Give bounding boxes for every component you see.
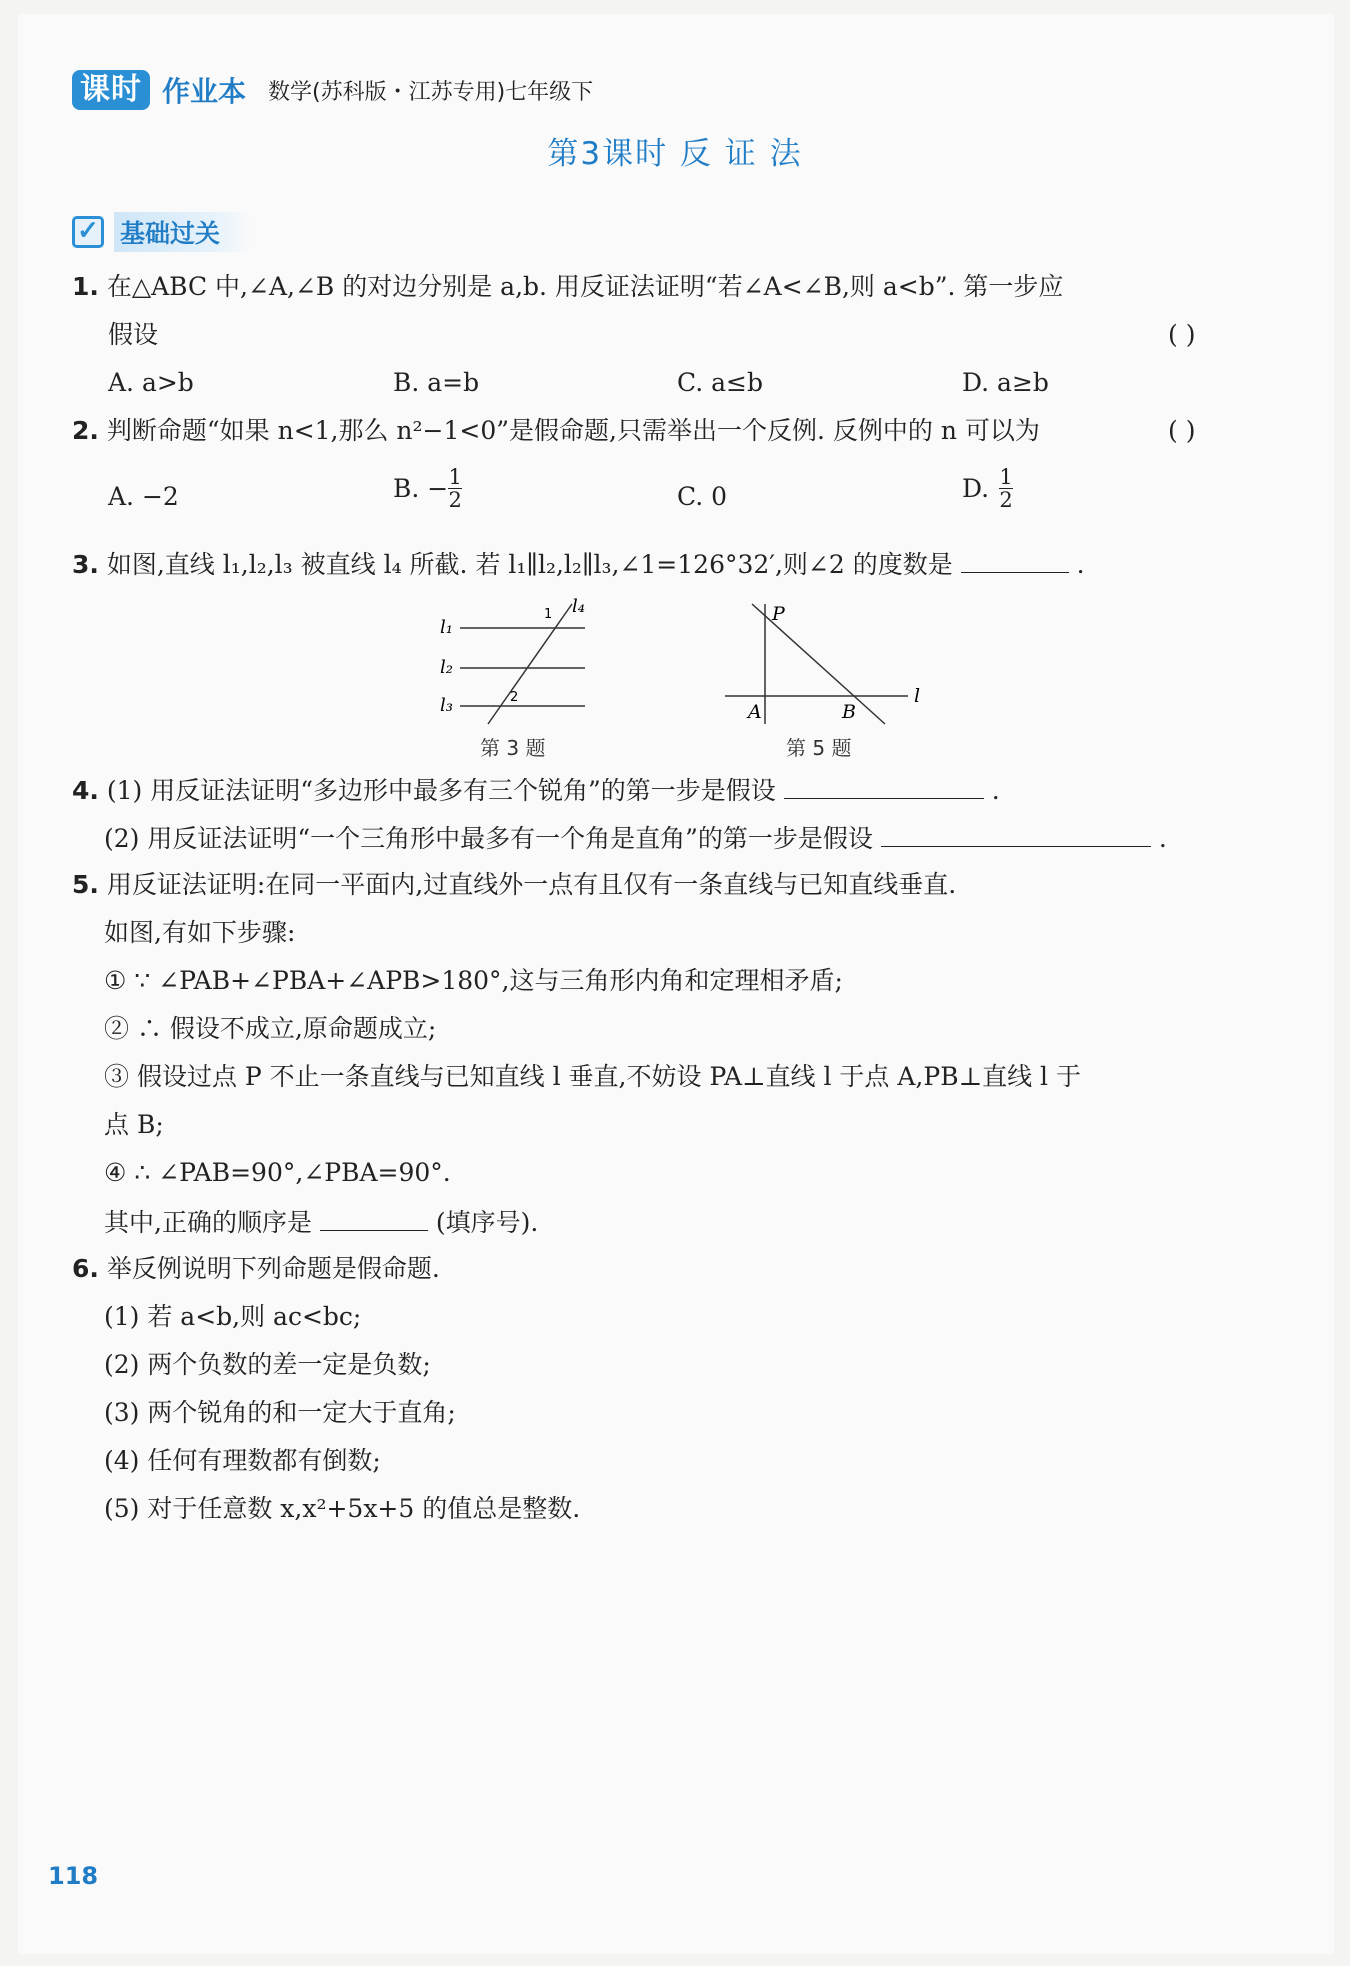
figure-5-caption: 第 5 题 — [786, 736, 852, 760]
q2-option-d-prefix: D. — [962, 473, 990, 503]
checkbox-icon: ✓ — [72, 216, 104, 248]
label-l3: l₃ — [440, 695, 453, 716]
q2-option-b-prefix: B. − — [393, 473, 449, 503]
q2-option-b — [393, 466, 462, 511]
book-header — [72, 70, 593, 110]
q6-intro: 举反例说明下列命题是假命题. — [106, 1254, 440, 1283]
figure-5-diagram — [720, 596, 930, 726]
q1-number: 1. — [72, 272, 99, 301]
q2-option-b-fraction — [448, 466, 462, 511]
q5-text: 用反证法证明:在同一平面内,过直线外一点有且仅有一条直线与已知直线垂直. — [106, 870, 957, 899]
q4-part2-blank[interactable] — [881, 820, 1151, 847]
q5-line1 — [72, 868, 956, 902]
q1-answer-paren[interactable]: ( ) — [1168, 320, 1196, 349]
label-b: B — [842, 701, 856, 723]
fraction-denominator: 2 — [448, 488, 462, 512]
q4-part1-end: . — [991, 776, 1000, 805]
label-l1: l₁ — [440, 617, 453, 638]
angle-2-label: 2 — [510, 690, 519, 705]
q4-part1-text: (1) 用反证法证明“多边形中最多有三个锐角”的第一步是假设 — [106, 776, 776, 805]
q5-line2: 如图,有如下步骤: — [104, 918, 296, 947]
q3-answer-blank[interactable] — [961, 546, 1069, 573]
q2-line — [72, 414, 1040, 448]
q6-line — [72, 1252, 440, 1286]
figure-3-caption: 第 3 题 — [480, 736, 546, 760]
q1-option-d: D. a≥b — [962, 368, 1049, 397]
q5-answer-prefix: 其中,正确的顺序是 — [104, 1208, 312, 1237]
fraction-numerator: 1 — [999, 465, 1013, 489]
label-l2: l₂ — [440, 657, 453, 678]
q5-number: 5. — [72, 870, 99, 899]
q4-part2-text: (2) 用反证法证明“一个三角形中最多有一个角是直角”的第一步是假设 — [104, 824, 873, 853]
q2-option-d — [962, 466, 1013, 511]
q6-number: 6. — [72, 1254, 99, 1283]
q1-line2: 假设 — [108, 320, 159, 349]
label-l: l — [914, 685, 921, 707]
q6-item: (1) 若 a<b,则 ac<bc; — [104, 1302, 362, 1331]
label-a: A — [748, 701, 762, 723]
q4-part1-line — [72, 772, 1000, 808]
q6-item: (5) 对于任意数 x,x²+5x+5 的值总是整数. — [104, 1494, 581, 1523]
q2-option-a: A. −2 — [108, 482, 179, 511]
q6-item: (2) 两个负数的差一定是负数; — [104, 1350, 431, 1379]
q1-text: 在△ABC 中,∠A,∠B 的对边分别是 a,b. 用反证法证明“若∠A<∠B,则 a<b”. 第一步应 — [106, 272, 1064, 301]
q2-option-c: C. 0 — [677, 482, 728, 511]
q5-step3: ③ 假设过点 P 不止一条直线与已知直线 l 垂直,不妨设 PA⊥直线 l 于点 A,PB⊥直线 l 于 — [104, 1062, 1081, 1091]
figure-3-diagram — [430, 596, 600, 726]
q5-step4: ④ ∴ ∠PAB=90°,∠PBA=90°. — [104, 1158, 451, 1187]
lesson-title: 第3课时 反 证 法 — [547, 136, 803, 172]
q2-answer-paren[interactable]: ( ) — [1168, 416, 1196, 445]
q4-number: 4. — [72, 776, 99, 805]
q3-number: 3. — [72, 550, 99, 579]
q4-part1-blank[interactable] — [784, 772, 984, 799]
angle-1-label: 1 — [544, 607, 553, 622]
q5-answer-blank[interactable] — [320, 1204, 428, 1231]
section-header — [72, 213, 254, 251]
brand-text: 作业本 — [162, 75, 247, 108]
q6-item: (4) 任何有理数都有倒数; — [104, 1446, 381, 1475]
fraction-denominator: 2 — [999, 488, 1013, 512]
q5-answer-suffix: (填序号). — [435, 1208, 539, 1237]
section-label: 基础过关 — [114, 212, 254, 252]
q5-step1: ① ∵ ∠PAB+∠PBA+∠APB>180°,这与三角形内角和定理相矛盾; — [104, 966, 843, 995]
brand-badge: 课时 — [72, 70, 150, 110]
q5-step3-cont: 点 B; — [104, 1110, 164, 1139]
q1-line1 — [72, 270, 1063, 304]
q2-text: 判断命题“如果 n<1,那么 n²−1<0”是假命题,只需举出一个反例. 反例中的 n 可以为 — [106, 416, 1040, 445]
q1-option-c: C. a≤b — [677, 368, 763, 397]
q3-line — [72, 546, 1085, 582]
label-l4: l₄ — [572, 596, 585, 617]
q1-option-b: B. a=b — [393, 368, 480, 397]
q4-part2-line — [104, 820, 1167, 856]
q3-text: 如图,直线 l₁,l₂,l₃ 被直线 l₄ 所截. 若 l₁∥l₂,l₂∥l₃,∠1=126°32′,则∠2 的度数是 — [106, 550, 953, 579]
q2-option-d-fraction — [999, 466, 1013, 511]
q2-number: 2. — [72, 416, 99, 445]
page-number: 118 — [48, 1862, 99, 1890]
q5-step2: ② ∴ 假设不成立,原命题成立; — [104, 1014, 437, 1043]
q5-answer-line — [104, 1204, 538, 1240]
q1-option-a: A. a>b — [108, 368, 194, 397]
label-p: P — [772, 603, 785, 625]
q4-part2-end: . — [1158, 824, 1167, 853]
subject-label: 数学(苏科版・江苏专用)七年级下 — [268, 79, 594, 105]
q6-item: (3) 两个锐角的和一定大于直角; — [104, 1398, 456, 1427]
fraction-numerator: 1 — [448, 465, 462, 489]
q3-end: . — [1076, 550, 1085, 579]
